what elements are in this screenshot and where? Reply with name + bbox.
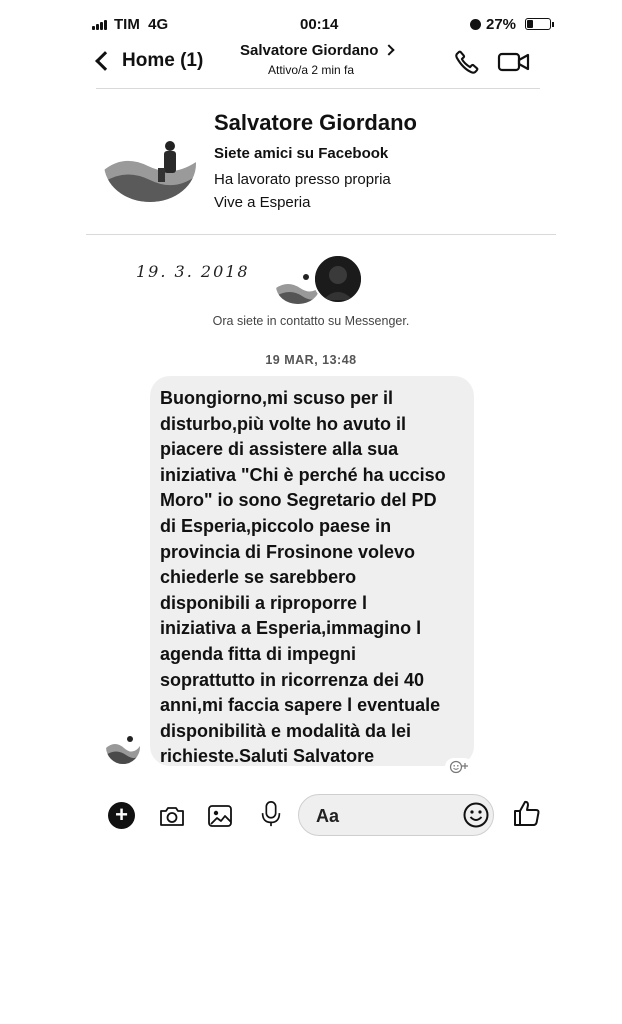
- sender-avatar[interactable]: [106, 730, 140, 764]
- header-divider: [96, 88, 540, 89]
- conversation-title[interactable]: [240, 42, 393, 59]
- handwritten-date: 19. 3. 2018: [136, 262, 250, 281]
- battery-percent: 27%: [486, 16, 517, 33]
- emoji-icon[interactable]: [462, 801, 490, 829]
- camera-icon[interactable]: [158, 802, 186, 830]
- like-icon[interactable]: [512, 798, 542, 828]
- battery-icon: [525, 18, 551, 30]
- contact-name: Salvatore Giordano: [240, 42, 379, 59]
- contact-status: Attivo/a 2 min fa: [268, 63, 355, 77]
- status-time: 00:14: [300, 16, 339, 33]
- profile-divider: [86, 234, 556, 235]
- video-icon[interactable]: [497, 50, 531, 74]
- gallery-icon[interactable]: [206, 802, 234, 830]
- profile-name: Salvatore Giordano: [214, 110, 417, 135]
- back-button[interactable]: [98, 46, 203, 76]
- chevron-right-icon: [384, 44, 395, 55]
- back-label: Home (1): [122, 50, 204, 71]
- message-input-placeholder: Aa: [316, 806, 340, 826]
- alarm-icon: [470, 19, 481, 30]
- smiley-plus-icon: [449, 760, 469, 774]
- signal-icon: [92, 20, 110, 30]
- phone-icon[interactable]: [453, 48, 481, 76]
- plus-icon[interactable]: +: [108, 802, 135, 829]
- chevron-left-icon: [95, 51, 115, 71]
- connection-notice: Ora siete in contatto su Messenger.: [212, 314, 410, 328]
- profile-location: Vive a Esperia: [214, 194, 311, 211]
- message-text: Buongiorno,mi scuso per il disturbo,più volte ho avuto il piacere di assistere alla sua iniziativa "Chi è perché ha ucciso Moro" io sono Segretario del PD di Esperia,piccolo paese in provincia di Frosinone volevo chiederle se sarebbero disponibili a riproporre l iniziativa a Esperia,immagino l agenda fitta di impegni soprattutto in ricorrenza dei 40 anni,mi faccia sapere l eventuale disponibilità e modalità da lei richieste.Saluti Salvatore: [160, 388, 446, 767]
- battery-cap: [552, 22, 554, 27]
- add-reaction-button[interactable]: [445, 758, 473, 776]
- mic-icon[interactable]: [257, 800, 285, 828]
- profile-work: Ha lavorato presso propria: [214, 171, 391, 188]
- status-bar: [92, 14, 546, 36]
- profile-friends: Siete amici su Facebook: [214, 145, 389, 162]
- profile-avatar[interactable]: [104, 126, 196, 202]
- user-avatar-small: [313, 254, 363, 304]
- message-timestamp: 19 MAR, 13:48: [265, 353, 357, 367]
- carrier-label: TIM 4G: [114, 16, 169, 33]
